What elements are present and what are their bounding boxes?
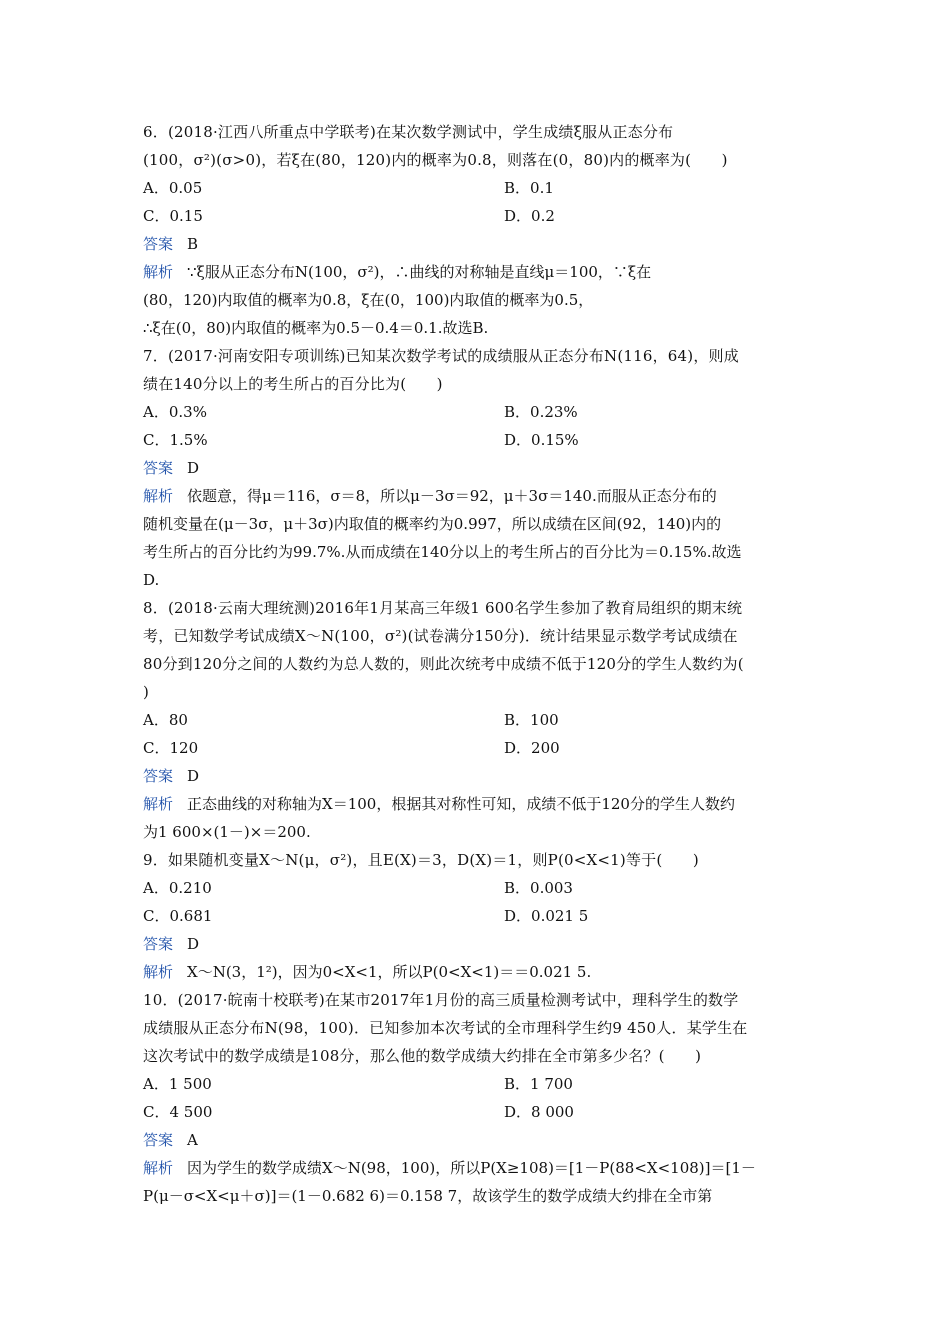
options-row [143,1070,811,1098]
solution-line [143,958,811,986]
solution-text: 依题意，得μ＝116，σ＝8，所以μ－3σ＝92，μ＋3σ＝140.而服从正态分布的 [187,487,717,505]
solution-line: P(μ－σ<X<μ＋σ)]＝(1－0.682 6)＝0.158 7，故该学生的数学成绩大约排在全市第 [143,1187,713,1205]
answer-value: B [187,235,199,253]
question-line: 这次考试中的数学成绩是108分，那么他的数学成绩大约排在全市第多少名？( ) [143,1047,702,1065]
question-line: 8．(2018·云南大理统测)2016年1月某高三年级1 600名学生参加了教育局组织的期末统 [143,599,743,617]
option-b: B．100 [504,711,559,729]
option-d: D．0.2 [504,207,555,225]
solution-line: 考生所占的百分比约为99.7%.从而成绩在140分以上的考生所占的百分比为＝0.15%.故选 [143,543,742,561]
answer-label: 答案 [143,459,174,477]
options-row [143,706,811,734]
option-d: D．0.021 5 [504,907,589,925]
option-c: C．4 500 [143,1103,213,1121]
answer-line [143,1126,811,1154]
solution-line: 随机变量在(μ－3σ，μ＋3σ)内取值的概率约为0.997，所以成绩在区间(92，140)内的 [143,515,722,533]
options-row [143,874,811,902]
solution-label: 解析 [143,263,174,281]
option-a: A．80 [143,711,188,729]
answer-label: 答案 [143,1131,174,1149]
answer-line [143,930,811,958]
answer-label: 答案 [143,935,174,953]
document-page [143,118,811,1210]
options-row [143,734,811,762]
options-row [143,398,811,426]
solution-label: 解析 [143,795,174,813]
solution-label: 解析 [143,963,174,981]
question-9 [143,846,811,986]
answer-value: D [187,767,200,785]
solution-line: (80，120)内取值的概率为0.8，ξ在(0，100)内取值的概率为0.5， [143,291,594,309]
option-c: C．0.15 [143,207,203,225]
question-line: 9．如果随机变量X～N(μ，σ²)，且E(X)＝3，D(X)＝1，则P(0<X<1)等于( ) [143,851,699,869]
question-10 [143,986,811,1210]
option-c: C．1.5% [143,431,208,449]
question-6 [143,118,811,342]
question-line: 10．(2017·皖南十校联考)在某市2017年1月份的高三质量检测考试中，理科学生的数学 [143,991,739,1009]
solution-line: ∴ξ在(0，80)内取值的概率为0.5－0.4＝0.1.故选B. [143,319,489,337]
solution-text: 正态曲线的对称轴为X＝100，根据其对称性可知，成绩不低于120分的学生人数约 [187,795,735,813]
options-row [143,174,811,202]
answer-line [143,454,811,482]
solution-line: 为1 600×(1－)×＝200. [143,823,311,841]
solution-line [143,1154,811,1182]
solution-line: D. [143,571,160,589]
option-b: B．0.1 [504,179,554,197]
solution-text: ∵ξ服从正态分布N(100，σ²)，∴曲线的对称轴是直线μ＝100，∵ξ在 [187,263,652,281]
options-row [143,426,811,454]
solution-line [143,482,811,510]
solution-line [143,258,811,286]
option-b: B．0.23% [504,403,578,421]
answer-value: A [187,1131,198,1149]
question-line: 考，已知数学考试成绩X～N(100，σ²)(试卷满分150分)．统计结果显示数学考试成绩在 [143,627,738,645]
solution-text: 因为学生的数学成绩X～N(98，100)，所以P(X≥108)＝[1－P(88<X<108)]＝[1－ [187,1159,756,1177]
option-a: A．1 500 [143,1075,212,1093]
question-line: (100，σ²)(σ>0)，若ξ在(80，120)内的概率为0.8，则落在(0，80)内的概率为( ) [143,151,728,169]
option-b: B．1 700 [504,1075,573,1093]
option-d: D．0.15% [504,431,579,449]
answer-line [143,762,811,790]
question-7 [143,342,811,594]
answer-label: 答案 [143,235,174,253]
option-b: B．0.003 [504,879,573,897]
answer-label: 答案 [143,767,174,785]
options-row [143,1098,811,1126]
answer-line [143,230,811,258]
solution-line [143,790,811,818]
option-c: C．120 [143,739,199,757]
question-line: 绩在140分以上的考生所占的百分比为( ) [143,375,443,393]
question-line: ) [143,683,150,701]
option-a: A．0.210 [143,879,212,897]
option-c: C．0.681 [143,907,213,925]
question-line: 7．(2017·河南安阳专项训练)已知某次数学考试的成绩服从正态分布N(116，64)，则成 [143,347,739,365]
options-row [143,202,811,230]
question-line: 80分到120分之间的人数约为总人数的，则此次统考中成绩不低于120分的学生人数约为( [143,655,744,673]
option-a: A．0.3% [143,403,207,421]
solution-label: 解析 [143,1159,174,1177]
option-d: D．200 [504,739,560,757]
solution-label: 解析 [143,487,174,505]
option-d: D．8 000 [504,1103,574,1121]
question-8 [143,594,811,846]
option-a: A．0.05 [143,179,203,197]
question-line: 6．(2018·江西八所重点中学联考)在某次数学测试中，学生成绩ξ服从正态分布 [143,123,674,141]
question-line: 成绩服从正态分布N(98，100)．已知参加本次考试的全市理科学生约9 450人．某学生在 [143,1019,748,1037]
options-row [143,902,811,930]
solution-text: X～N(3，1²)，因为0<X<1，所以P(0<X<1)＝＝0.021 5. [187,963,592,981]
answer-value: D [187,459,200,477]
answer-value: D [187,935,200,953]
